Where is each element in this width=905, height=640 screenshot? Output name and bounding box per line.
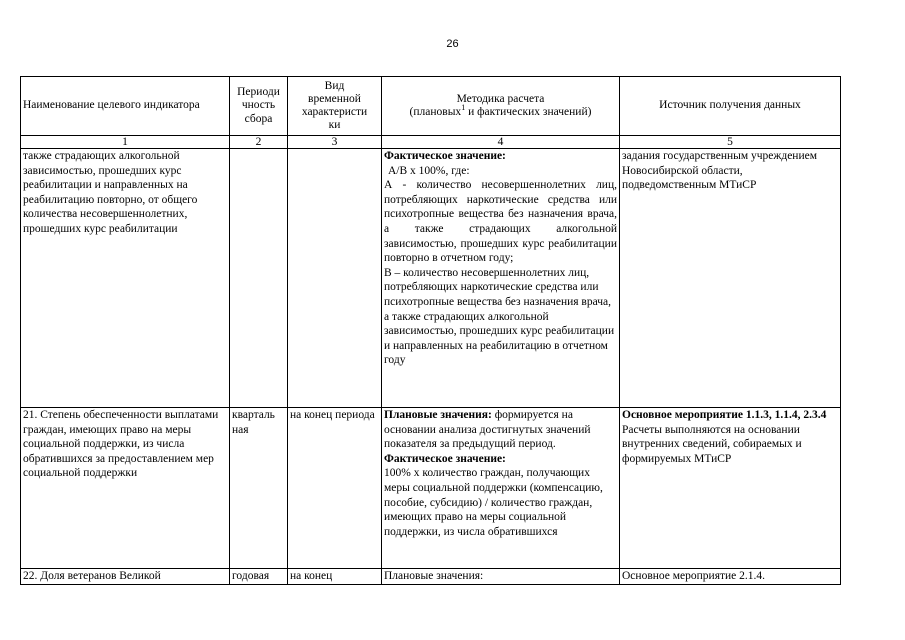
time-characteristic-cell	[288, 149, 382, 408]
header-time-line2: временной	[308, 92, 361, 105]
periodicity-line2: ная	[232, 423, 249, 436]
column-number: 1	[21, 136, 230, 149]
header-time-line4: ки	[328, 119, 341, 132]
source-activity-title: Основное мероприятие 1.1.3, 1.1.4, 2.3.4	[622, 409, 827, 421]
column-number: 3	[288, 136, 382, 149]
periodicity-cell	[230, 408, 288, 569]
indicator-table	[20, 76, 841, 585]
column-number: 4	[382, 136, 620, 149]
footnote-ref[interactable]: 1	[461, 103, 466, 113]
indicator-name-cell: также страдающих алкогольной зависимостью, прошедших курс реабилитации и направленных на реабилитацию повторно, от общего количества несовершеннолетних, прошедших курс реабилитации	[21, 149, 230, 408]
table-row	[21, 149, 841, 408]
data-source-cell	[620, 408, 841, 569]
table-header-row	[21, 77, 841, 136]
header-time-characteristic	[288, 77, 382, 136]
method-variable-a: А - количество несовершеннолетних лиц, потребляющих наркотические средства или психотропные вещества без назначения врача, а также страдающих алкогольной зависимостью, прошедших курс реабилитации повторно в отчетном году;	[384, 179, 617, 265]
method-fact-title: Фактическое значение:	[384, 150, 506, 162]
header-time-line3: характеристи	[301, 106, 368, 118]
header-calculation-method	[382, 77, 620, 136]
source-text: Расчеты выполняются на основании внутренних сведений, собираемых и формируемых МТиСР	[622, 423, 802, 465]
periodicity-cell: годовая	[230, 569, 288, 585]
method-formula: А/В х 100%, где:	[388, 164, 470, 177]
header-method-line1: Методика расчета	[456, 92, 545, 105]
method-cell	[382, 408, 620, 569]
header-method-planned: (плановых	[409, 106, 462, 118]
data-source-cell: задания государственным учреждением Новосибирской области, подведомственным МТиСР	[620, 149, 841, 408]
header-periodicity-line2: чность	[241, 99, 276, 112]
header-method-line2	[384, 103, 617, 119]
method-fact-title: Фактическое значение:	[384, 452, 506, 465]
source-activity-title: Основное мероприятие 2.1.4.	[620, 569, 841, 585]
column-number: 5	[620, 136, 841, 149]
column-number: 2	[230, 136, 288, 149]
method-plan-title: Плановые значения:	[382, 569, 620, 585]
header-periodicity-line1: Периоди	[237, 86, 280, 99]
method-plan-paragraph	[384, 409, 591, 450]
header-periodicity-line3: сбора	[244, 112, 273, 125]
header-time-line1: Вид	[324, 79, 345, 92]
table-row	[21, 408, 841, 569]
page-number: 26	[446, 38, 459, 50]
table-row	[21, 569, 841, 585]
indicator-name-cell: 21. Степень обеспеченности выплатами граждан, имеющих право на меры социальной поддержки, из числа обратившихся за предоставлением мер социальной поддержки	[21, 408, 230, 569]
method-plan-text: формируется на основании анализа достигнутых значений показателя за предыдущий период.	[384, 409, 591, 451]
time-characteristic-cell: на конец периода	[288, 408, 382, 569]
method-fact-text: 100% х количество граждан, получающих меры социальной поддержки (компенсацию, пособие, субсидию) / количество граждан, имеющих право на меры социальной поддержки, из числа обратившихся	[384, 467, 603, 538]
header-periodicity	[230, 77, 288, 136]
method-cell	[382, 149, 620, 408]
periodicity-cell	[230, 149, 288, 408]
header-data-source: Источник получения данных	[620, 77, 841, 136]
periodicity-line1: кварталь	[232, 409, 275, 421]
method-plan-title: Плановые значения:	[384, 409, 492, 421]
header-indicator-name: Наименование целевого индикатора	[21, 77, 230, 136]
indicator-name-cell: 22. Доля ветеранов Великой	[21, 569, 230, 585]
column-number-row	[21, 136, 841, 149]
time-characteristic-cell: на конец	[288, 569, 382, 585]
header-method-actual: и фактических значений)	[465, 106, 592, 118]
method-variable-b: В – количество несовершеннолетних лиц, потребляющих наркотические средства или психотропные вещества без назначения врача, а также страдающих алкогольной зависимостью, прошедших курс реабилитации и направленных на реабилитацию в отчетном году	[384, 266, 615, 367]
